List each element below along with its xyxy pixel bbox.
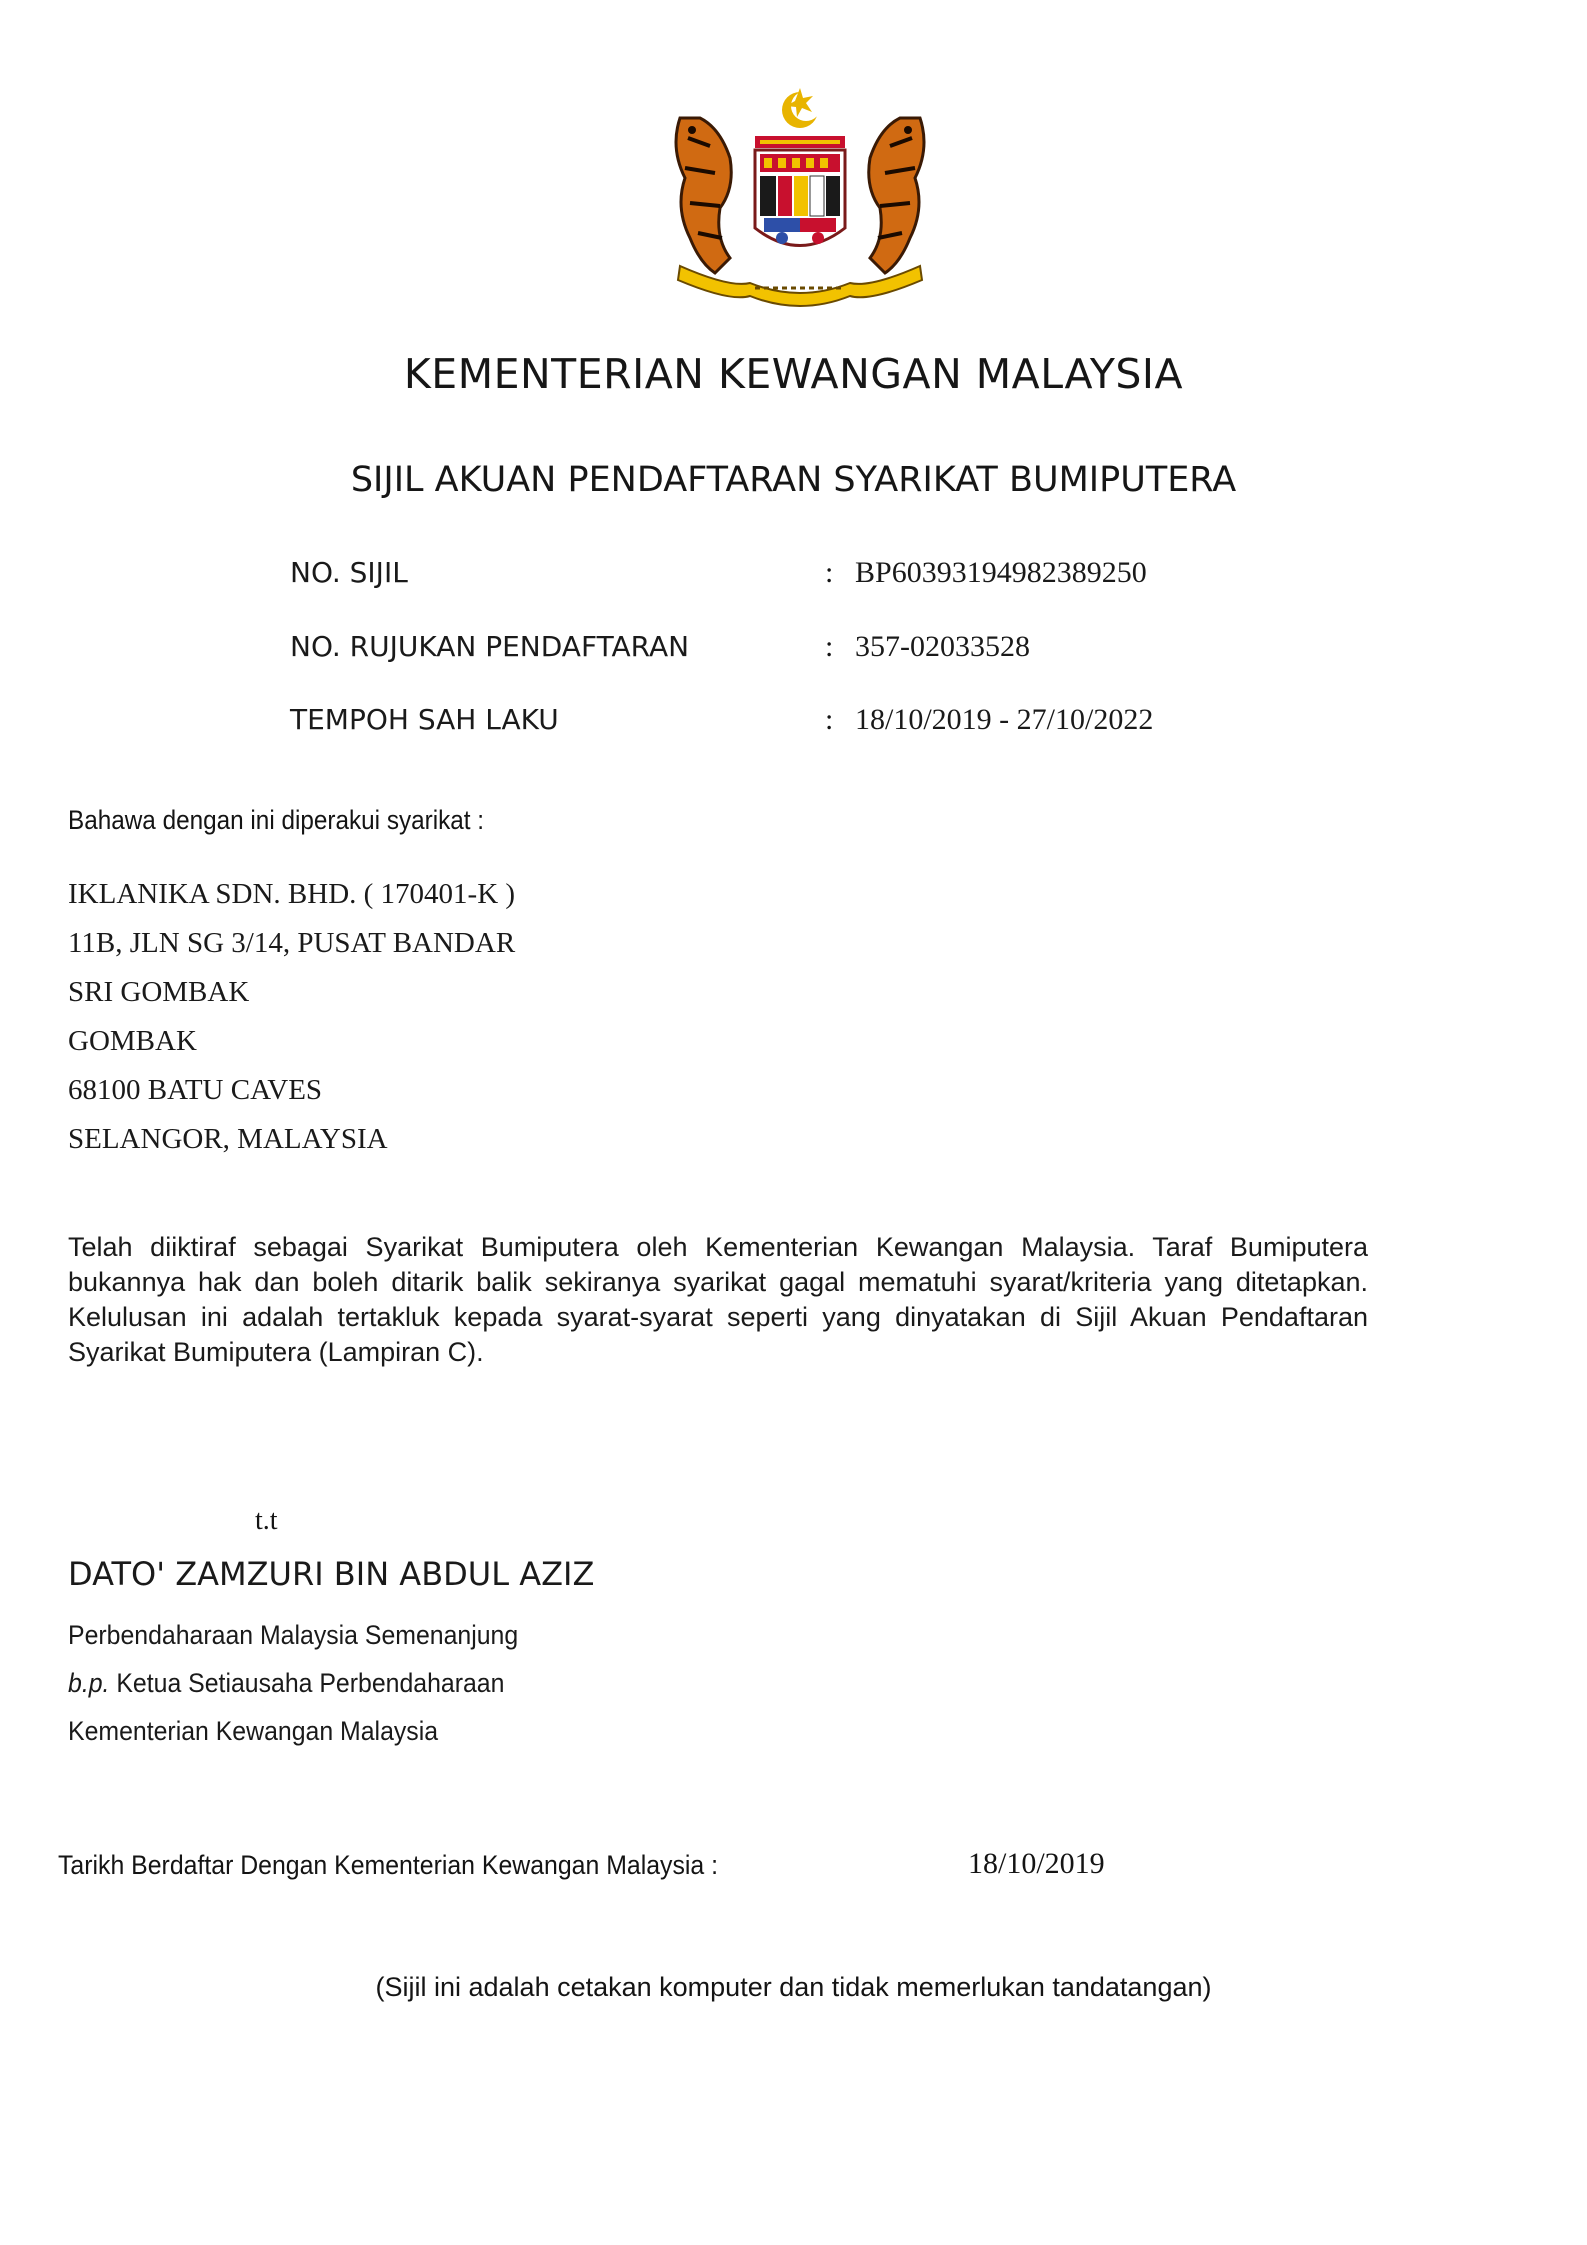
company-address <box>68 870 515 1164</box>
paragraph-line: bukannya hak dan boleh ditarik balik sekiranya syarikat gagal mematuhi syarat/kriteria yang ditetapkan. <box>68 1267 1368 1297</box>
address-line: 68100 BATU CAVES <box>68 1074 323 1106</box>
malaysia-coat-of-arms-icon <box>660 88 940 318</box>
registration-reference-colon: : <box>825 630 834 663</box>
paragraph-line: Telah diiktiraf sebagai Syarikat Bumiputera oleh Kementerian Kewangan Malaysia. Taraf Bumiputera <box>68 1232 1368 1262</box>
signer-name: DATO' ZAMZURI BIN ABDUL AZIZ <box>68 1555 595 1593</box>
registration-reference-value: 357-02033528 <box>855 630 1030 663</box>
registration-reference-label: NO. RUJUKAN PENDAFTARAN <box>290 630 690 663</box>
certificate-number-row <box>290 556 1290 596</box>
signature-tt: t.t <box>255 1505 278 1536</box>
signer-on-behalf-text: Ketua Setiausaha Perbendaharaan <box>109 1668 505 1698</box>
signer-department: Perbendaharaan Malaysia Semenanjung <box>68 1620 519 1650</box>
computer-print-note: (Sijil ini adalah cetakan komputer dan tidak memerlukan tandatangan) <box>375 1972 1212 2002</box>
ministry-name: KEMENTERIAN KEWANGAN MALAYSIA <box>403 350 1184 398</box>
registration-date-value: 18/10/2019 <box>968 1847 1105 1880</box>
address-line: SELANGOR, MALAYSIA <box>68 1123 388 1155</box>
address-line: 11B, JLN SG 3/14, PUSAT BANDAR <box>68 927 516 959</box>
signer-ministry: Kementerian Kewangan Malaysia <box>68 1716 439 1746</box>
registration-reference-row <box>290 630 1290 670</box>
intro-text: Bahawa dengan ini diperakui syarikat : <box>68 805 485 835</box>
bp-abbreviation: b.p. <box>68 1668 110 1698</box>
certificate-title: SIJIL AKUAN PENDAFTARAN SYARIKAT BUMIPUTERA <box>350 460 1237 500</box>
registration-date-label: Tarikh Berdaftar Dengan Kementerian Kewangan Malaysia : <box>58 1850 719 1880</box>
validity-period-colon: : <box>825 703 834 736</box>
certificate-number-label: NO. SIJIL <box>290 556 408 589</box>
certificate-number-value: BP60393194982389250 <box>855 556 1147 589</box>
signer-on-behalf <box>68 1668 504 1699</box>
address-line: GOMBAK <box>68 1025 197 1057</box>
validity-period-label: TEMPOH SAH LAKU <box>290 703 559 736</box>
certificate-number-colon: : <box>825 556 834 589</box>
company-name: IKLANIKA SDN. BHD. ( 170401-K ) <box>68 878 516 910</box>
paragraph-line: Syarikat Bumiputera (Lampiran C). <box>68 1337 484 1367</box>
validity-period-row <box>290 703 1290 743</box>
address-line: SRI GOMBAK <box>68 976 250 1008</box>
recognition-paragraph <box>68 1230 1368 1370</box>
validity-period-value: 18/10/2019 - 27/10/2022 <box>855 703 1154 736</box>
paragraph-line: Kelulusan ini adalah tertakluk kepada syarat-syarat seperti yang dinyatakan di Sijil Akuan Pendaftaran <box>68 1302 1368 1332</box>
